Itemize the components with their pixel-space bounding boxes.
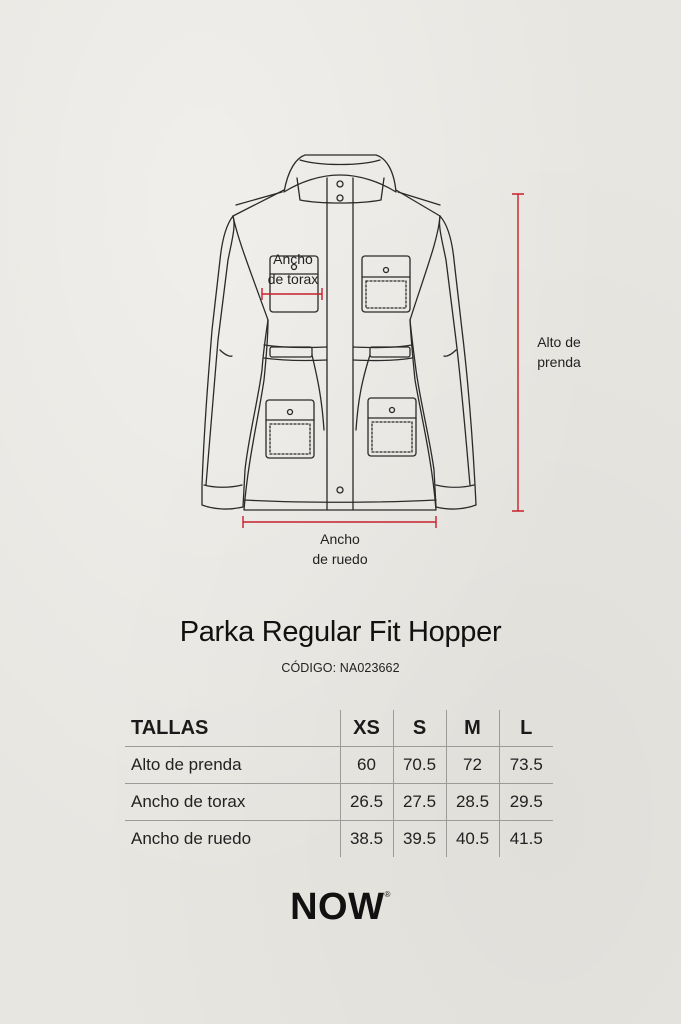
table-cell: 28.5: [446, 784, 499, 821]
size-s: S: [393, 710, 446, 747]
placket: [327, 178, 353, 510]
row-label: Ancho de ruedo: [131, 829, 252, 848]
sizes-header-label: TALLAS: [125, 710, 340, 747]
table-cell: 60: [340, 747, 393, 784]
chest-width-measure: [262, 288, 322, 300]
size-header-row: [125, 710, 553, 747]
brand-logo: [0, 886, 681, 929]
table-cell: 73.5: [499, 747, 553, 784]
table-cell: 26.5: [340, 784, 393, 821]
table-cell: 41.5: [499, 821, 553, 858]
table-cell: 29.5: [499, 784, 553, 821]
table-row: [125, 784, 553, 821]
collar: [297, 178, 384, 203]
garment-length-label: Alto de prenda: [537, 334, 581, 370]
size-m: M: [446, 710, 499, 747]
size-xs: XS: [340, 710, 393, 747]
length-measure: [512, 194, 524, 511]
chest-width-label: Ancho de torax: [267, 251, 319, 287]
table-row: [125, 747, 553, 784]
product-title: Parka Regular Fit Hopper: [179, 616, 502, 648]
lower-pocket-left: [266, 400, 314, 458]
table-row: [125, 821, 553, 858]
registered-mark: ®: [384, 890, 391, 899]
lower-pocket-right: [368, 398, 416, 456]
product-code: CÓDIGO: NA023662: [281, 661, 400, 675]
table-cell: 27.5: [393, 784, 446, 821]
hem-width-measure: [243, 516, 436, 528]
table-cell: 39.5: [393, 821, 446, 858]
table-cell: 38.5: [340, 821, 393, 858]
body-outline: [202, 190, 476, 509]
brand-name: NOW: [290, 886, 385, 928]
row-label: Ancho de torax: [125, 784, 340, 821]
table-cell: 40.5: [446, 821, 499, 858]
table-cell: 70.5: [393, 747, 446, 784]
row-label: Alto de prenda: [125, 747, 340, 784]
size-table: [125, 710, 553, 857]
size-l: L: [499, 710, 553, 747]
table-cell: 72: [446, 747, 499, 784]
hem-width-label: Ancho de ruedo: [312, 531, 368, 567]
chest-pocket-right: [362, 256, 410, 312]
